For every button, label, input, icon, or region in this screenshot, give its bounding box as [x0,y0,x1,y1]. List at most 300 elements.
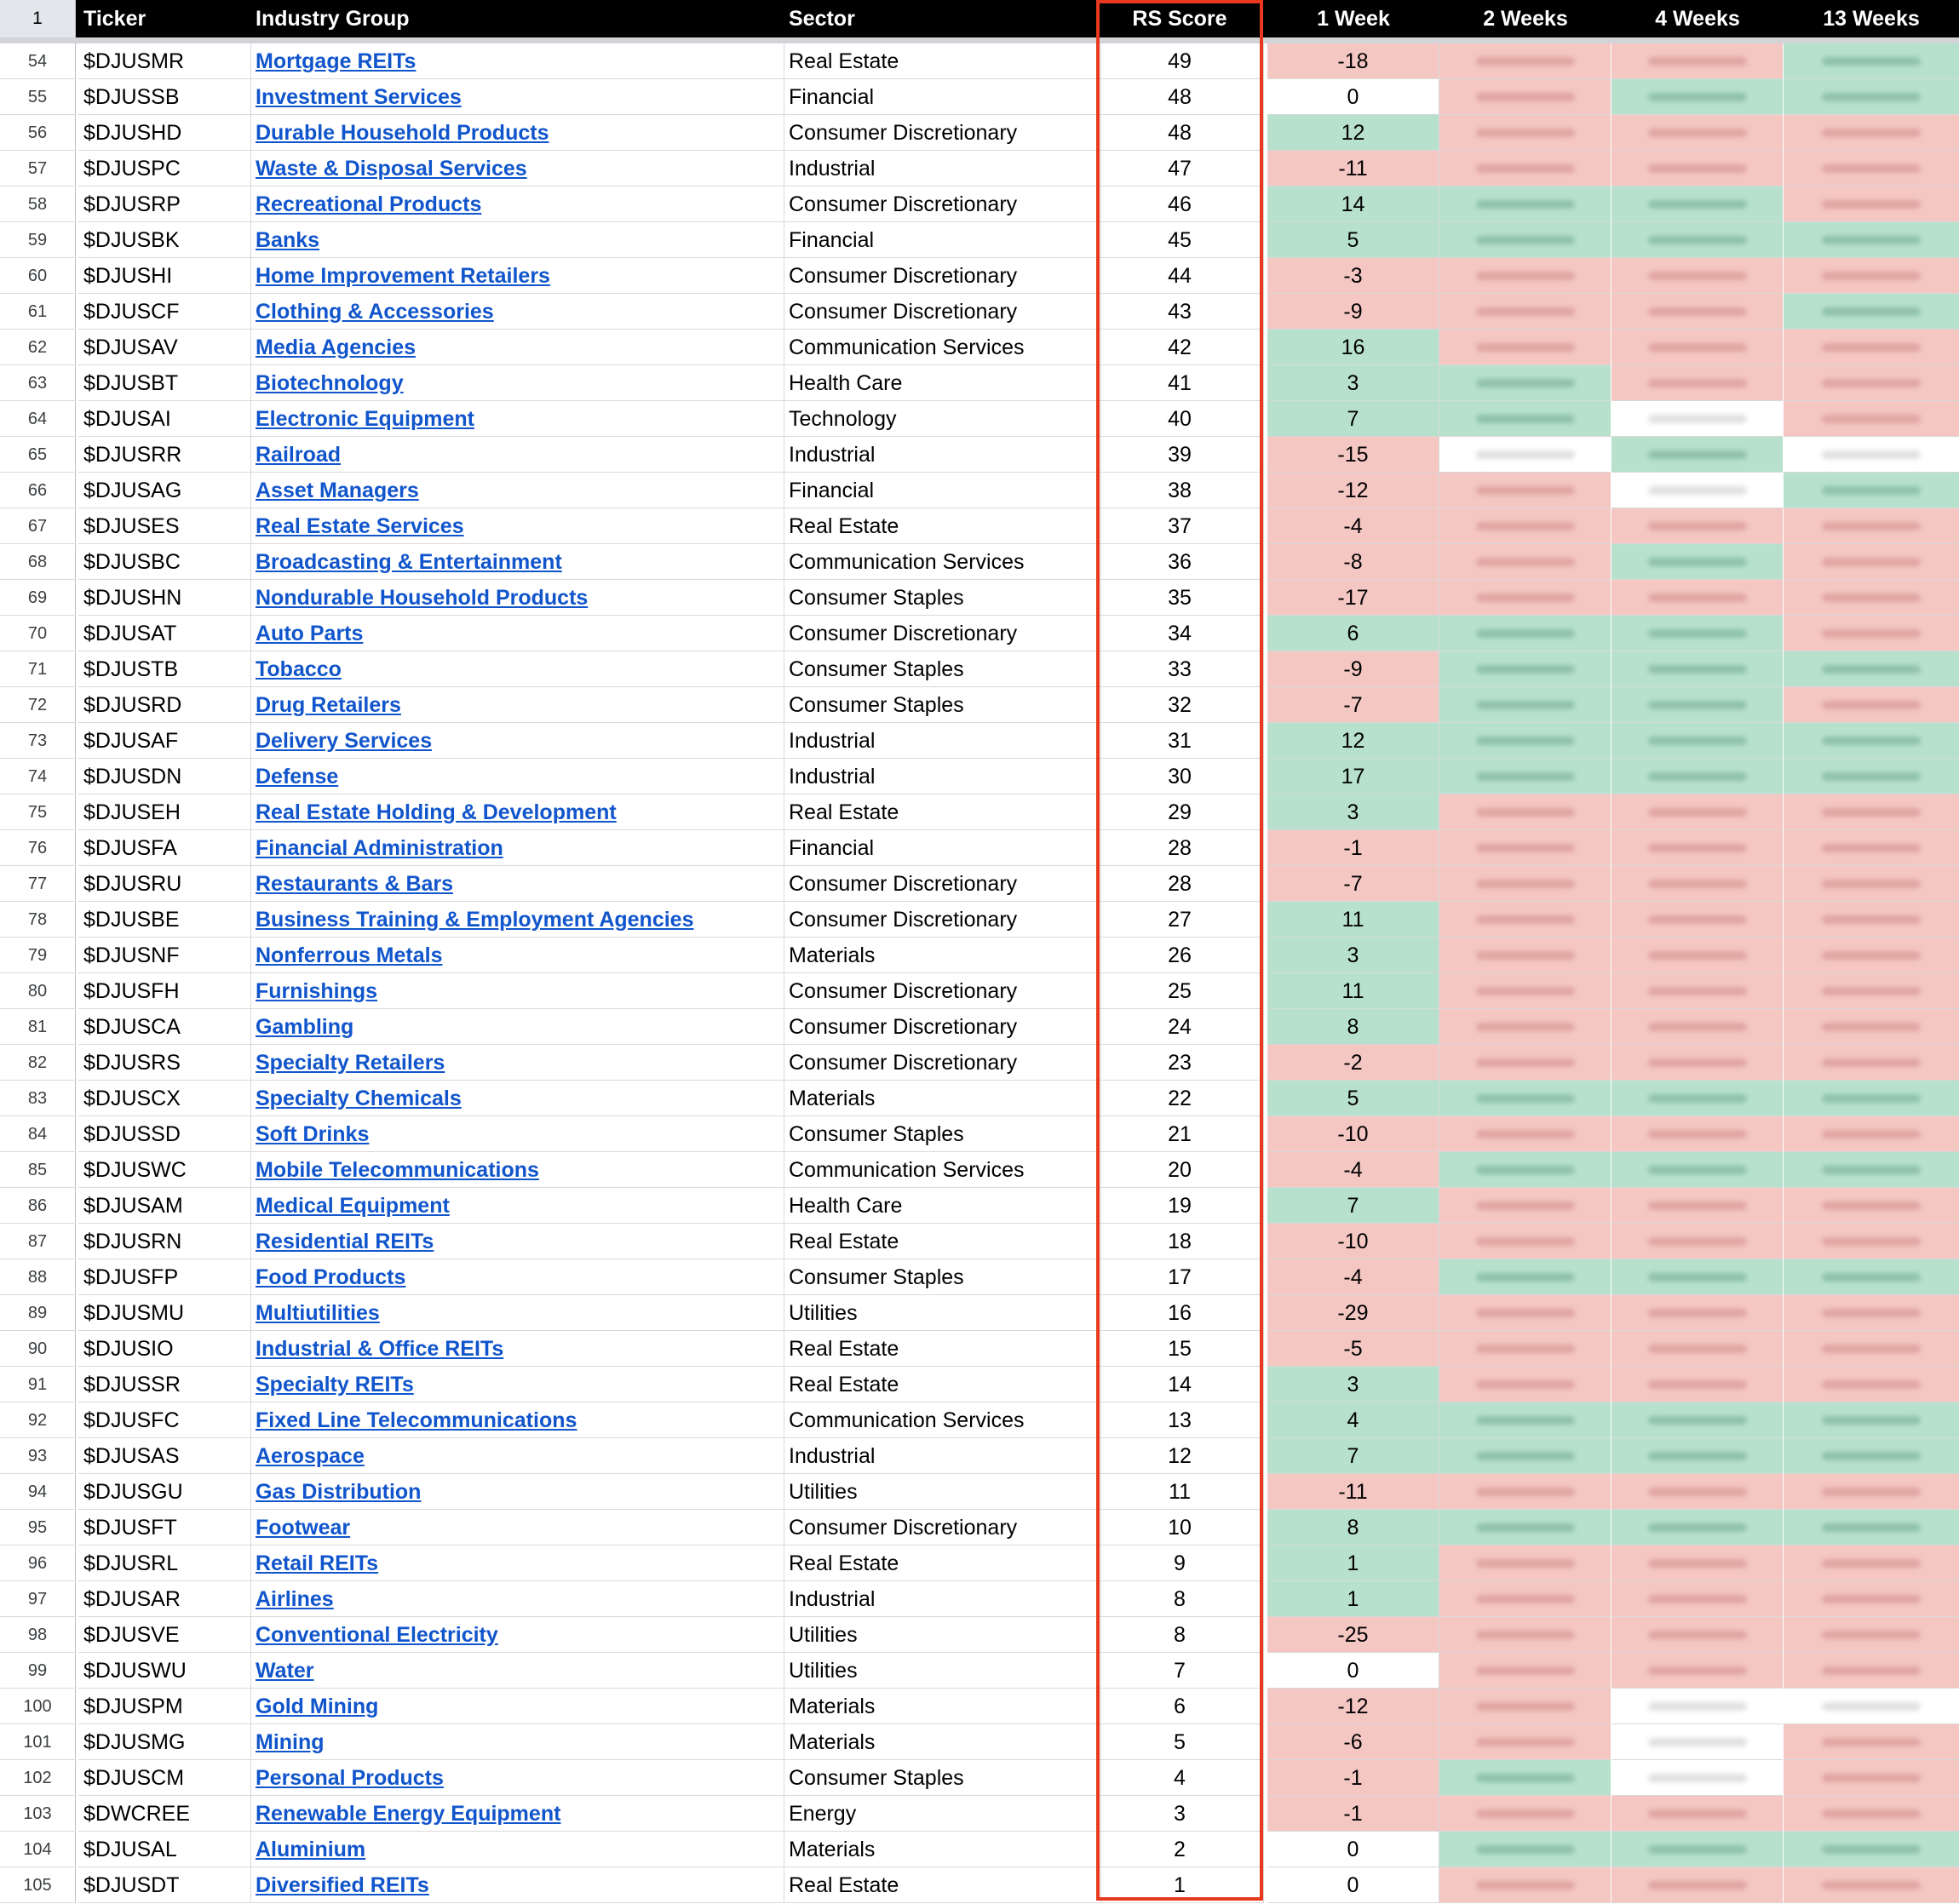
sector-cell[interactable]: Materials [784,1689,1101,1724]
industry-group-cell[interactable] [250,401,784,437]
week-1-change-cell[interactable]: 1 [1267,1546,1439,1581]
week-13-change-cell[interactable] [1784,1510,1959,1546]
week-1-change-cell[interactable]: 0 [1267,1832,1439,1867]
week-13-change-cell[interactable] [1784,902,1959,938]
week-2-change-cell[interactable] [1439,1224,1611,1259]
week-4-change-cell[interactable] [1611,687,1783,723]
sector-cell[interactable]: Materials [784,1081,1101,1116]
week-13-change-cell[interactable] [1784,1116,1959,1152]
week-4-change-cell[interactable] [1611,1152,1783,1188]
ticker-cell[interactable]: $DJUSFP [78,1259,251,1295]
week-1-change-cell[interactable]: 0 [1267,1653,1439,1689]
industry-group-cell[interactable] [250,1867,784,1903]
week-4-change-cell[interactable] [1611,401,1783,437]
industry-group-link[interactable]: Retail REITs [256,1551,379,1575]
row-number[interactable]: 88 [0,1259,76,1295]
week-4-change-cell[interactable] [1611,1116,1783,1152]
industry-group-cell[interactable] [250,43,784,79]
row-number[interactable]: 86 [0,1188,76,1224]
industry-group-cell[interactable] [250,973,784,1009]
week-13-change-cell[interactable] [1784,1438,1959,1474]
industry-group-link[interactable]: Business Training & Employment Agencies [256,908,694,932]
week-2-change-cell[interactable] [1439,473,1611,508]
week-2-change-cell[interactable] [1439,938,1611,973]
week-2-change-cell[interactable] [1439,1617,1611,1653]
sector-cell[interactable]: Real Estate [784,794,1101,830]
ticker-cell[interactable]: $DJUSHN [78,580,251,616]
sector-cell[interactable]: Consumer Discretionary [784,258,1101,294]
industry-group-link[interactable]: Furnishings [256,979,378,1003]
week-1-change-cell[interactable]: -11 [1267,1474,1439,1510]
industry-group-cell[interactable] [250,222,784,258]
row-number[interactable]: 92 [0,1402,76,1438]
industry-group-link[interactable]: Food Products [256,1265,406,1289]
ticker-cell[interactable]: $DJUSAM [78,1188,251,1224]
row-number[interactable]: 98 [0,1617,76,1653]
row-number[interactable]: 80 [0,973,76,1009]
ticker-cell[interactable]: $DJUSAR [78,1581,251,1617]
sector-cell[interactable]: Health Care [784,1188,1101,1224]
week-2-change-cell[interactable] [1439,866,1611,902]
sector-cell[interactable]: Consumer Staples [784,1760,1101,1796]
week-4-change-cell[interactable] [1611,1653,1783,1689]
industry-group-link[interactable]: Multiutilities [256,1301,380,1325]
industry-group-link[interactable]: Fixed Line Telecommunications [256,1408,577,1432]
week-13-change-cell[interactable] [1784,1402,1959,1438]
week-4-change-cell[interactable] [1611,1474,1783,1510]
rs-score-cell[interactable]: 22 [1096,1081,1264,1116]
header-sector[interactable]: Sector [789,7,855,31]
row-number[interactable]: 56 [0,115,76,151]
rs-score-cell[interactable]: 10 [1096,1510,1264,1546]
industry-group-link[interactable]: Diversified REITs [256,1873,429,1897]
industry-group-link[interactable]: Railroad [256,443,342,467]
week-4-change-cell[interactable] [1611,1295,1783,1331]
row-number[interactable]: 58 [0,186,76,222]
industry-group-link[interactable]: Defense [256,765,339,789]
ticker-cell[interactable]: $DJUSRN [78,1224,251,1259]
week-2-change-cell[interactable] [1439,902,1611,938]
week-2-change-cell[interactable] [1439,1581,1611,1617]
week-13-change-cell[interactable] [1784,580,1959,616]
week-2-change-cell[interactable] [1439,651,1611,687]
industry-group-cell[interactable] [250,151,784,186]
week-1-change-cell[interactable]: -1 [1267,1760,1439,1796]
industry-group-cell[interactable] [250,1402,784,1438]
rs-score-cell[interactable]: 19 [1096,1188,1264,1224]
week-1-change-cell[interactable]: -7 [1267,866,1439,902]
week-2-change-cell[interactable] [1439,1367,1611,1402]
week-13-change-cell[interactable] [1784,473,1959,508]
industry-group-link[interactable]: Mining [256,1730,325,1754]
row-number[interactable]: 81 [0,1009,76,1045]
industry-group-link[interactable]: Banks [256,228,320,252]
industry-group-link[interactable]: Waste & Disposal Services [256,157,527,181]
industry-group-cell[interactable] [250,1152,784,1188]
week-13-change-cell[interactable] [1784,1152,1959,1188]
week-4-change-cell[interactable] [1611,473,1783,508]
sector-cell[interactable]: Real Estate [784,1367,1101,1402]
ticker-cell[interactable]: $DJUSBT [78,365,251,401]
ticker-cell[interactable]: $DJUSFT [78,1510,251,1546]
header-week-13[interactable]: 13 Weeks [1823,7,1920,31]
industry-group-link[interactable]: Real Estate Services [256,514,464,538]
week-13-change-cell[interactable] [1784,79,1959,115]
header-week-1[interactable]: 1 Week [1317,7,1390,31]
rs-score-cell[interactable]: 3 [1096,1796,1264,1832]
week-1-change-cell[interactable]: -5 [1267,1331,1439,1367]
industry-group-cell[interactable] [250,651,784,687]
rs-score-cell[interactable]: 6 [1096,1689,1264,1724]
week-1-change-cell[interactable]: -11 [1267,151,1439,186]
industry-group-link[interactable]: Restaurants & Bars [256,872,454,896]
sector-cell[interactable]: Materials [784,938,1101,973]
week-4-change-cell[interactable] [1611,1367,1783,1402]
industry-group-cell[interactable] [250,1796,784,1832]
week-4-change-cell[interactable] [1611,723,1783,759]
week-13-change-cell[interactable] [1784,651,1959,687]
sector-cell[interactable]: Financial [784,473,1101,508]
week-1-change-cell[interactable]: 7 [1267,401,1439,437]
week-2-change-cell[interactable] [1439,794,1611,830]
week-1-change-cell[interactable]: 0 [1267,79,1439,115]
week-2-change-cell[interactable] [1439,1653,1611,1689]
ticker-cell[interactable]: $DJUSRL [78,1546,251,1581]
week-1-change-cell[interactable]: -10 [1267,1116,1439,1152]
week-2-change-cell[interactable] [1439,1259,1611,1295]
week-4-change-cell[interactable] [1611,1402,1783,1438]
industry-group-cell[interactable] [250,1689,784,1724]
rs-score-cell[interactable]: 38 [1096,473,1264,508]
week-4-change-cell[interactable] [1611,616,1783,651]
rs-score-cell[interactable]: 39 [1096,437,1264,473]
week-4-change-cell[interactable] [1611,330,1783,365]
industry-group-link[interactable]: Drug Retailers [256,693,401,717]
rs-score-cell[interactable]: 47 [1096,151,1264,186]
industry-group-cell[interactable] [250,1331,784,1367]
sector-cell[interactable]: Real Estate [784,43,1101,79]
ticker-cell[interactable]: $DJUSCF [78,294,251,330]
week-4-change-cell[interactable] [1611,508,1783,544]
sector-cell[interactable]: Communication Services [784,1152,1101,1188]
week-1-change-cell[interactable]: -10 [1267,1224,1439,1259]
industry-group-link[interactable]: Recreational Products [256,192,482,216]
row-number[interactable]: 95 [0,1510,76,1546]
week-4-change-cell[interactable] [1611,759,1783,794]
rs-score-cell[interactable]: 23 [1096,1045,1264,1081]
industry-group-cell[interactable] [250,1367,784,1402]
week-2-change-cell[interactable] [1439,437,1611,473]
week-1-change-cell[interactable]: -1 [1267,830,1439,866]
rs-score-cell[interactable]: 28 [1096,866,1264,902]
week-1-change-cell[interactable]: 0 [1267,1867,1439,1903]
week-13-change-cell[interactable] [1784,1224,1959,1259]
industry-group-cell[interactable] [250,866,784,902]
week-13-change-cell[interactable] [1784,1581,1959,1617]
sector-cell[interactable]: Technology [784,401,1101,437]
rs-score-cell[interactable]: 16 [1096,1295,1264,1331]
rs-score-cell[interactable]: 2 [1096,1832,1264,1867]
sector-cell[interactable]: Consumer Discretionary [784,902,1101,938]
ticker-cell[interactable]: $DJUSFC [78,1402,251,1438]
sector-cell[interactable]: Real Estate [784,1867,1101,1903]
week-2-change-cell[interactable] [1439,1045,1611,1081]
sector-cell[interactable]: Consumer Staples [784,687,1101,723]
week-13-change-cell[interactable] [1784,43,1959,79]
week-2-change-cell[interactable] [1439,294,1611,330]
ticker-cell[interactable]: $DJUSSB [78,79,251,115]
week-4-change-cell[interactable] [1611,1009,1783,1045]
sector-cell[interactable]: Materials [784,1832,1101,1867]
industry-group-cell[interactable] [250,544,784,580]
week-2-change-cell[interactable] [1439,616,1611,651]
week-1-change-cell[interactable]: 3 [1267,365,1439,401]
week-13-change-cell[interactable] [1784,1045,1959,1081]
ticker-cell[interactable]: $DJUSWC [78,1152,251,1188]
industry-group-link[interactable]: Biotechnology [256,371,404,395]
industry-group-link[interactable]: Financial Administration [256,836,503,860]
week-1-change-cell[interactable]: -12 [1267,1689,1439,1724]
industry-group-cell[interactable] [250,330,784,365]
rs-score-cell[interactable]: 46 [1096,186,1264,222]
rs-score-cell[interactable]: 24 [1096,1009,1264,1045]
week-2-change-cell[interactable] [1439,1152,1611,1188]
week-2-change-cell[interactable] [1439,43,1611,79]
row-number[interactable]: 68 [0,544,76,580]
industry-group-cell[interactable] [250,1438,784,1474]
week-13-change-cell[interactable] [1784,723,1959,759]
week-4-change-cell[interactable] [1611,79,1783,115]
industry-group-cell[interactable] [250,1045,784,1081]
week-4-change-cell[interactable] [1611,902,1783,938]
ticker-cell[interactable]: $DJUSSR [78,1367,251,1402]
week-2-change-cell[interactable] [1439,1546,1611,1581]
row-number[interactable]: 74 [0,759,76,794]
week-4-change-cell[interactable] [1611,1045,1783,1081]
industry-group-cell[interactable] [250,186,784,222]
week-4-change-cell[interactable] [1611,1867,1783,1903]
week-2-change-cell[interactable] [1439,1331,1611,1367]
industry-group-link[interactable]: Mobile Telecommunications [256,1158,539,1182]
week-1-change-cell[interactable]: -18 [1267,43,1439,79]
week-2-change-cell[interactable] [1439,508,1611,544]
week-4-change-cell[interactable] [1611,1689,1783,1724]
rs-score-cell[interactable]: 48 [1096,115,1264,151]
industry-group-cell[interactable] [250,1832,784,1867]
industry-group-cell[interactable] [250,1653,784,1689]
industry-group-link[interactable]: Home Improvement Retailers [256,264,550,288]
week-2-change-cell[interactable] [1439,830,1611,866]
sector-cell[interactable]: Utilities [784,1295,1101,1331]
row-number[interactable]: 97 [0,1581,76,1617]
row-number[interactable]: 64 [0,401,76,437]
row-number[interactable]: 100 [0,1689,76,1724]
sector-cell[interactable]: Consumer Discretionary [784,616,1101,651]
week-4-change-cell[interactable] [1611,1796,1783,1832]
ticker-cell[interactable]: $DJUSMU [78,1295,251,1331]
week-13-change-cell[interactable] [1784,1617,1959,1653]
industry-group-cell[interactable] [250,794,784,830]
ticker-cell[interactable]: $DJUSCX [78,1081,251,1116]
ticker-cell[interactable]: $DJUSWU [78,1653,251,1689]
ticker-cell[interactable]: $DJUSHI [78,258,251,294]
industry-group-link[interactable]: Mortgage REITs [256,49,417,73]
week-2-change-cell[interactable] [1439,1724,1611,1760]
industry-group-link[interactable]: Gold Mining [256,1695,379,1718]
week-1-change-cell[interactable]: 11 [1267,973,1439,1009]
week-4-change-cell[interactable] [1611,651,1783,687]
sector-cell[interactable]: Industrial [784,151,1101,186]
ticker-cell[interactable]: $DJUSES [78,508,251,544]
week-4-change-cell[interactable] [1611,186,1783,222]
industry-group-cell[interactable] [250,938,784,973]
row-number[interactable]: 54 [0,43,76,79]
row-number[interactable]: 105 [0,1867,76,1903]
industry-group-cell[interactable] [250,1259,784,1295]
rs-score-cell[interactable]: 36 [1096,544,1264,580]
week-13-change-cell[interactable] [1784,1188,1959,1224]
industry-group-cell[interactable] [250,79,784,115]
week-13-change-cell[interactable] [1784,437,1959,473]
ticker-cell[interactable]: $DJUSAG [78,473,251,508]
rs-score-cell[interactable]: 15 [1096,1331,1264,1367]
industry-group-cell[interactable] [250,115,784,151]
sector-cell[interactable]: Financial [784,222,1101,258]
week-2-change-cell[interactable] [1439,401,1611,437]
sector-cell[interactable]: Financial [784,830,1101,866]
week-13-change-cell[interactable] [1784,1796,1959,1832]
row-number[interactable]: 72 [0,687,76,723]
rs-score-cell[interactable]: 31 [1096,723,1264,759]
week-1-change-cell[interactable]: -9 [1267,294,1439,330]
sector-cell[interactable]: Consumer Staples [784,651,1101,687]
week-13-change-cell[interactable] [1784,1367,1959,1402]
week-13-change-cell[interactable] [1784,1653,1959,1689]
industry-group-cell[interactable] [250,723,784,759]
row-number[interactable]: 57 [0,151,76,186]
ticker-cell[interactable]: $DJUSRS [78,1045,251,1081]
industry-group-cell[interactable] [250,1295,784,1331]
rs-score-cell[interactable]: 8 [1096,1581,1264,1617]
industry-group-cell[interactable] [250,580,784,616]
ticker-cell[interactable]: $DJUSDT [78,1867,251,1903]
industry-group-link[interactable]: Medical Equipment [256,1194,450,1218]
sector-cell[interactable]: Industrial [784,759,1101,794]
industry-group-link[interactable]: Investment Services [256,85,462,109]
row-number[interactable]: 66 [0,473,76,508]
industry-group-link[interactable]: Specialty Chemicals [256,1087,462,1110]
week-2-change-cell[interactable] [1439,1867,1611,1903]
row-number[interactable]: 102 [0,1760,76,1796]
industry-group-link[interactable]: Delivery Services [256,729,433,753]
ticker-cell[interactable]: $DJUSAT [78,616,251,651]
week-13-change-cell[interactable] [1784,1331,1959,1367]
sector-cell[interactable]: Consumer Discretionary [784,1009,1101,1045]
week-13-change-cell[interactable] [1784,687,1959,723]
week-1-change-cell[interactable]: 12 [1267,115,1439,151]
row-number[interactable]: 77 [0,866,76,902]
industry-group-cell[interactable] [250,759,784,794]
rs-score-cell[interactable]: 40 [1096,401,1264,437]
sector-cell[interactable]: Consumer Discretionary [784,186,1101,222]
sector-cell[interactable]: Consumer Staples [784,580,1101,616]
row-number[interactable]: 75 [0,794,76,830]
week-13-change-cell[interactable] [1784,830,1959,866]
ticker-cell[interactable]: $DJUSAV [78,330,251,365]
industry-group-cell[interactable] [250,902,784,938]
week-2-change-cell[interactable] [1439,1832,1611,1867]
rs-score-cell[interactable]: 35 [1096,580,1264,616]
week-1-change-cell[interactable]: 3 [1267,1367,1439,1402]
week-4-change-cell[interactable] [1611,794,1783,830]
ticker-cell[interactable]: $DJUSEH [78,794,251,830]
ticker-cell[interactable]: $DJUSRR [78,437,251,473]
week-1-change-cell[interactable]: -9 [1267,651,1439,687]
ticker-cell[interactable]: $DJUSAI [78,401,251,437]
week-2-change-cell[interactable] [1439,1009,1611,1045]
week-4-change-cell[interactable] [1611,365,1783,401]
rs-score-cell[interactable]: 44 [1096,258,1264,294]
ticker-cell[interactable]: $DJUSRP [78,186,251,222]
ticker-cell[interactable]: $DJUSAF [78,723,251,759]
header-row-number[interactable]: 1 [0,0,76,37]
rs-score-cell[interactable]: 1 [1096,1867,1264,1903]
ticker-cell[interactable]: $DJUSHD [78,115,251,151]
row-number[interactable]: 82 [0,1045,76,1081]
week-1-change-cell[interactable]: -2 [1267,1045,1439,1081]
week-1-change-cell[interactable]: -6 [1267,1724,1439,1760]
rs-score-cell[interactable]: 21 [1096,1116,1264,1152]
week-4-change-cell[interactable] [1611,1760,1783,1796]
sector-cell[interactable]: Financial [784,79,1101,115]
week-4-change-cell[interactable] [1611,1581,1783,1617]
header-week-2[interactable]: 2 Weeks [1483,7,1568,31]
week-4-change-cell[interactable] [1611,1188,1783,1224]
week-2-change-cell[interactable] [1439,1510,1611,1546]
row-number[interactable]: 78 [0,902,76,938]
rs-score-cell[interactable]: 26 [1096,938,1264,973]
industry-group-cell[interactable] [250,1760,784,1796]
week-2-change-cell[interactable] [1439,115,1611,151]
week-1-change-cell[interactable]: 4 [1267,1402,1439,1438]
sector-cell[interactable]: Communication Services [784,330,1101,365]
week-1-change-cell[interactable]: -8 [1267,544,1439,580]
industry-group-cell[interactable] [250,294,784,330]
week-2-change-cell[interactable] [1439,365,1611,401]
week-4-change-cell[interactable] [1611,580,1783,616]
industry-group-link[interactable]: Airlines [256,1587,334,1611]
week-2-change-cell[interactable] [1439,723,1611,759]
row-number[interactable]: 73 [0,723,76,759]
ticker-cell[interactable]: $DJUSNF [78,938,251,973]
week-2-change-cell[interactable] [1439,1188,1611,1224]
week-4-change-cell[interactable] [1611,1081,1783,1116]
ticker-cell[interactable]: $DJUSMG [78,1724,251,1760]
week-13-change-cell[interactable] [1784,401,1959,437]
week-4-change-cell[interactable] [1611,1832,1783,1867]
rs-score-cell[interactable]: 41 [1096,365,1264,401]
rs-score-cell[interactable]: 33 [1096,651,1264,687]
row-number[interactable]: 65 [0,437,76,473]
industry-group-link[interactable]: Aluminium [256,1838,366,1861]
industry-group-cell[interactable] [250,437,784,473]
ticker-cell[interactable]: $DJUSRU [78,866,251,902]
ticker-cell[interactable]: $DJUSMR [78,43,251,79]
row-number[interactable]: 60 [0,258,76,294]
industry-group-cell[interactable] [250,1188,784,1224]
sector-cell[interactable]: Real Estate [784,1546,1101,1581]
row-number[interactable]: 99 [0,1653,76,1689]
